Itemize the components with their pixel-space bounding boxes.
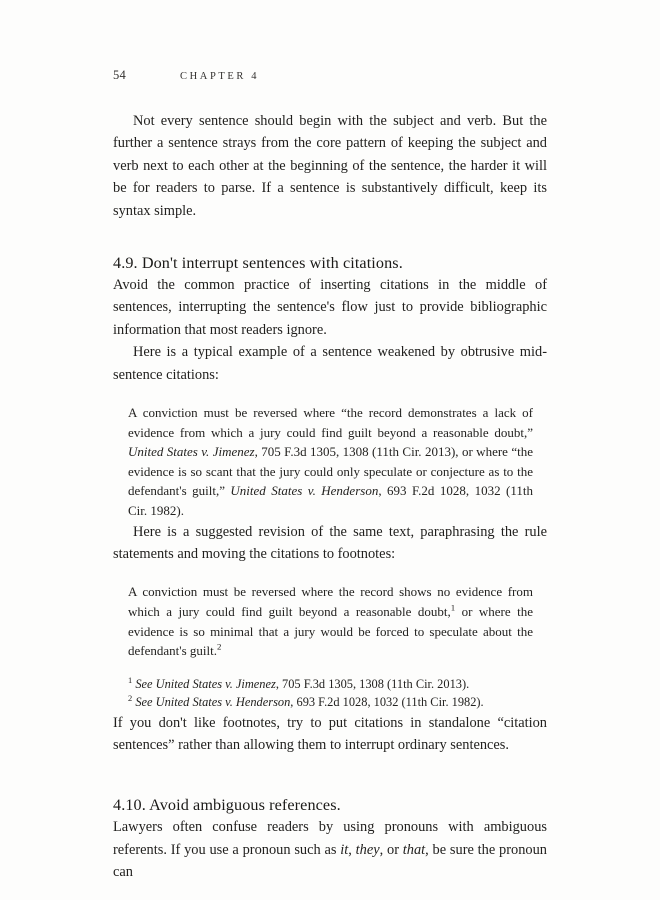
footnote-item	[128, 675, 547, 693]
footnote-citation: , 705 F.3d 1305, 1308 (11th Cir. 2013).	[275, 676, 470, 691]
opening-paragraph: Not every sentence should begin with the subject and verb. But the further a sentence strays from the core pattern of keeping the subject and verb next to each other at the beginning of the sentence, the harder it will be for readers to parse. If a sentence is substantively difficult, keep its syntax simple.	[113, 113, 547, 219]
paragraph-text-lead: Lawyers often confuse readers by using pronouns with ambiguous referents. If you use a pronoun such as	[113, 819, 547, 858]
footnote-marker-1: 1	[450, 602, 456, 613]
running-head-title: CHAPTER 4	[180, 71, 260, 82]
blockquote-revised-text	[128, 582, 533, 660]
quote-2-part-2: or where the evidence is so minimal that a jury would be forced to speculate about the defendant's guilt.	[128, 604, 533, 659]
section-4-10-paragraph-1	[113, 816, 547, 883]
section-4-9-heading: 4.9. Don't interrupt sentences with citations.	[113, 254, 403, 273]
pronoun-that: that	[402, 841, 426, 858]
section-4-9-paragraph-4: If you don't like footnotes, try to put citations in standalone “citation sentences” rather than allowing them to interrupt ordinary sentences.	[113, 714, 547, 754]
page-content	[113, 68, 547, 884]
pronoun-separator: , or	[379, 841, 403, 858]
paragraph-text-tail: , be sure the pronoun can	[113, 841, 548, 881]
section-4-9	[113, 252, 547, 756]
section-4-9-paragraph-3: Here is a suggested revision of the same text, paraphrasing the rule statements and moving the citations to footnotes:	[113, 523, 547, 563]
section-4-10-heading: 4.10. Avoid ambiguous references.	[113, 796, 341, 815]
opening-section	[113, 110, 547, 222]
footnote-item	[128, 693, 547, 711]
running-head	[113, 68, 547, 84]
quote-1-part-2: , 705 F.3d 1305, 1308 (11th Cir. 2013), or where “the evidence is so scant that the jury could only speculate or conjecture as to the defendant's guilt,”	[128, 444, 533, 499]
footnote-number: 1	[128, 674, 133, 685]
footnote-citation: , 693 F.2d 1028, 1032 (11th Cir. 1982).	[290, 695, 484, 710]
section-4-9-paragraph-1: Avoid the common practice of inserting citations in the middle of sentences, interrupting the sentence's flow just to provide bibliographic information that most readers ignore.	[113, 277, 547, 338]
quote-1-part-1: A conviction must be reversed where “the record demonstrates a lack of evidence from which a jury could find guilt beyond a reasonable doubt,”	[128, 405, 533, 440]
quote-1-case-1: United States v. Jimenez	[128, 444, 255, 460]
blockquote-original-citation	[113, 403, 547, 521]
footnote-signal: See United States v. Jimenez	[135, 676, 276, 691]
footnote-number: 2	[128, 693, 133, 704]
footnote-marker-2: 2	[217, 641, 222, 652]
quote-1-part-3: , 693 F.2d 1028, 1032 (11th Cir. 1982).	[128, 483, 533, 519]
footnote-list	[113, 675, 547, 712]
pronoun-it: it	[340, 841, 349, 858]
footnote-signal: See United States v. Henderson	[135, 695, 291, 710]
pronoun-they: they	[355, 841, 380, 858]
page-number: 54	[113, 68, 127, 82]
section-4-10	[113, 794, 547, 883]
section-4-9-paragraph-2: Here is a typical example of a sentence weakened by obtrusive mid-sentence citations:	[113, 344, 547, 383]
blockquote-revised-citation	[113, 582, 547, 660]
quote-1-case-2: United States v. Henderson	[230, 483, 379, 499]
blockquote-original-text	[128, 403, 533, 521]
quote-2-part-1: A conviction must be reversed where the record shows no evidence from which a jury could find guilt beyond a reasonable doubt,	[128, 584, 533, 620]
pronoun-separator: ,	[348, 841, 356, 858]
